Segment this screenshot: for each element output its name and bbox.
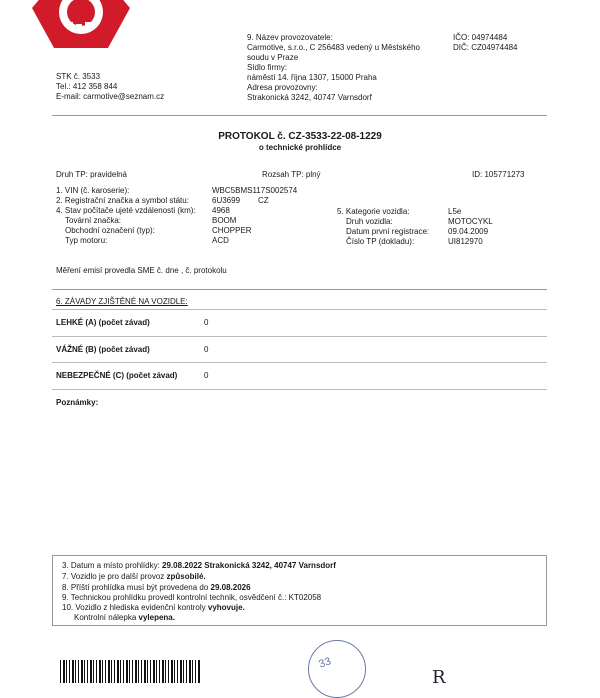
label-category: 5. Kategorie vozidla: — [337, 207, 410, 216]
defects-dangerous-count: 0 — [204, 371, 209, 380]
operator-branch-label: Adresa provozovny: — [247, 83, 318, 92]
label-engine: Typ motoru: — [65, 236, 108, 245]
footer-border-top — [52, 555, 547, 556]
footer-border-bottom — [52, 625, 547, 626]
footer-line-10: 10. Vozidlo z hlediska evidenční kontroly vyhovuje. — [62, 603, 245, 612]
inspection-scope: Rozsah TP: plný — [262, 170, 321, 179]
label-brand: Tovární značka: — [65, 216, 122, 225]
footer-border-right — [546, 555, 547, 625]
operator-seat: náměstí 14. října 1307, 15000 Praha — [247, 73, 377, 82]
divider — [52, 336, 547, 337]
value-tp-number: UI812970 — [448, 237, 483, 246]
operator-branch: Strakonická 3242, 40747 Varnsdorf — [247, 93, 372, 102]
label-tp-number: Číslo TP (dokladu): — [346, 237, 415, 246]
footer-border-left — [52, 555, 53, 625]
label-first-reg: Datum první registrace: — [346, 227, 430, 236]
label-model: Obchodní označení (typ): — [65, 226, 155, 235]
footer-line-8: 8. Příští prohlídka musí být provedena do 29.08.2026 — [62, 583, 251, 592]
emission-note: Měření emisí provedla SME č. dne , č. protokolu — [56, 266, 227, 275]
value-vin: WBC5BMS117S002574 — [212, 186, 298, 195]
protocol-title: PROTOKOL č. CZ-3533-22-08-1229 — [218, 131, 382, 142]
divider — [52, 362, 547, 363]
station-email: E-mail: carmotive@seznam.cz — [56, 92, 165, 101]
defects-light-label: LEHKÉ (A) (počet závad) — [56, 318, 150, 327]
defects-serious-count: 0 — [204, 345, 209, 354]
signature: R — [432, 667, 446, 688]
label-odometer: 4. Stav počítače ujeté vzdálenosti (km): — [56, 206, 196, 215]
value-category: L5e — [448, 207, 462, 216]
protocol-subtitle: o technické prohlídce — [258, 143, 342, 152]
divider — [52, 389, 547, 390]
operator-ico: IČO: 04974484 — [453, 33, 508, 42]
defects-light-count: 0 — [204, 318, 209, 327]
value-kind: MOTOCYKL — [448, 217, 493, 226]
value-model: CHOPPER — [212, 226, 252, 235]
operator-name: Carmotive, s.r.o., C 256483 vedený u Městského — [247, 43, 420, 52]
inspection-type: Druh TP: pravidelná — [56, 170, 127, 179]
value-state: CZ — [258, 196, 269, 205]
footer-line-9: 9. Technickou prohlídku provedl kontrolní technik, osvědčení č.: KT02058 — [62, 593, 322, 602]
value-first-reg: 09.04.2009 — [448, 227, 489, 236]
protocol-id: ID: 105771273 — [472, 170, 525, 179]
stk-logo-icon — [32, 0, 130, 48]
footer-line-3: 3. Datum a místo prohlídky: 29.08.2022 Strakonická 3242, 40747 Varnsdorf — [62, 561, 336, 570]
divider — [52, 289, 547, 290]
footer-line-11: Kontrolní nálepka vylepena. — [74, 613, 175, 622]
label-plate: 2. Registrační značka a symbol státu: — [56, 196, 189, 205]
operator-label: 9. Název provozovatele: — [247, 33, 333, 42]
operator-seat-label: Sídlo firmy: — [247, 63, 288, 72]
defects-heading: 6. ZÁVADY ZJIŠTĚNÉ NA VOZIDLE: — [56, 297, 188, 306]
stamp-icon — [308, 640, 366, 698]
value-plate: 6U3699 — [212, 196, 241, 205]
operator-dic: DIČ: CZ04974484 — [453, 43, 518, 52]
footer-line-7: 7. Vozidlo je pro další provoz způsobilé. — [62, 572, 206, 581]
value-brand: BOOM — [212, 216, 237, 225]
operator-court: soudu v Praze — [247, 53, 299, 62]
value-engine: ACD — [212, 236, 229, 245]
stamp-text: 33 — [317, 655, 333, 671]
label-kind: Druh vozidla: — [346, 217, 393, 226]
divider — [52, 309, 547, 310]
station-number: STK č. 3533 — [56, 72, 101, 81]
defects-dangerous-label: NEBEZPEČNÉ (C) (počet závad) — [56, 371, 178, 380]
value-odometer: 4968 — [212, 206, 230, 215]
barcode-icon — [60, 660, 200, 683]
defects-serious-label: VÁŽNÉ (B) (počet závad) — [56, 345, 150, 354]
station-phone: Tel.: 412 358 844 — [56, 82, 118, 91]
label-vin: 1. VIN (č. karoserie): — [56, 186, 130, 195]
notes-label: Poznámky: — [56, 398, 99, 407]
divider — [52, 115, 547, 116]
